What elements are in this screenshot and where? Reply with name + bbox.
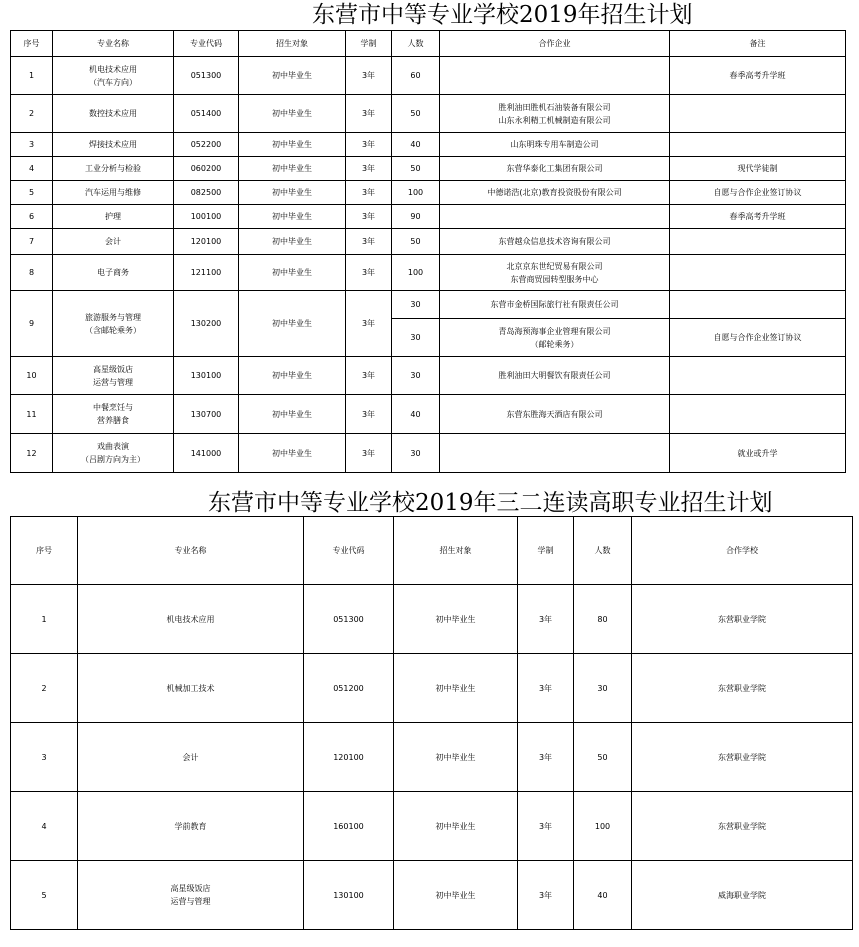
major-name [78, 723, 304, 792]
enroll-count: 30 [574, 654, 632, 723]
major-code: 130200 [174, 291, 239, 357]
major-name-line: 汽车运用与维修 [85, 188, 141, 197]
enroll-count: 60 [392, 57, 440, 95]
header-note: 备注 [670, 31, 846, 57]
remark [670, 95, 846, 133]
remark [670, 357, 846, 395]
row-no: 4 [11, 157, 53, 181]
partner-company [440, 357, 670, 395]
major-name-line: 工业分析与检验 [85, 164, 141, 173]
enroll-target: 初中毕业生 [239, 181, 346, 205]
enroll-count: 40 [392, 395, 440, 434]
study-years: 3年 [346, 133, 392, 157]
major-code: 082500 [174, 181, 239, 205]
enroll-target: 初中毕业生 [239, 395, 346, 434]
partner-company-line: 东营市金桥国际旅行社有限责任公司 [490, 300, 619, 309]
table-row [11, 654, 853, 723]
major-name-line: （吕剧方向为主） [81, 455, 145, 464]
table-row [11, 181, 846, 205]
partner-company [440, 434, 670, 473]
row-no: 9 [11, 291, 53, 357]
enroll-target: 初中毕业生 [394, 723, 518, 792]
partner-company-line: 东营商贸园转型服务中心 [510, 274, 599, 284]
enroll-target: 初中毕业生 [239, 357, 346, 395]
study-years: 3年 [518, 723, 574, 792]
table-row [11, 157, 846, 181]
study-years: 3年 [518, 861, 574, 930]
table-row [11, 291, 846, 319]
enroll-target: 初中毕业生 [394, 861, 518, 930]
partner-school: 东营职业学院 [632, 585, 853, 654]
table-row [11, 57, 846, 95]
major-name [53, 434, 174, 473]
major-name-line: （含邮轮乘务） [85, 325, 141, 335]
table-row [11, 723, 853, 792]
partner-company [440, 229, 670, 255]
enroll-target: 初中毕业生 [394, 585, 518, 654]
enroll-target: 初中毕业生 [239, 229, 346, 255]
major-name-line: 营养膳食 [97, 416, 129, 425]
table-header-row [11, 517, 853, 585]
header-target: 招生对象 [394, 517, 518, 585]
header-count: 人数 [392, 31, 440, 57]
major-code: 051300 [174, 57, 239, 95]
partner-company-line: 青岛海预海事企业管理有限公司 [498, 326, 611, 336]
header-years: 学制 [518, 517, 574, 585]
remark: 就业或升学 [670, 434, 846, 473]
enroll-count: 40 [574, 861, 632, 930]
partner-company [440, 157, 670, 181]
partner-company [440, 133, 670, 157]
enroll-target: 初中毕业生 [394, 792, 518, 861]
enroll-count: 30 [392, 291, 440, 319]
partner-company [440, 57, 670, 95]
major-name [53, 395, 174, 434]
major-name [78, 792, 304, 861]
study-years: 3年 [346, 95, 392, 133]
header-target: 招生对象 [239, 31, 346, 57]
major-name-line: （汽车方向） [89, 77, 137, 87]
partner-company-line: 东营东胜海天酒店有限公司 [506, 409, 603, 419]
major-name-line: 运营与管理 [170, 897, 211, 906]
major-code: 051200 [304, 654, 394, 723]
major-name [78, 654, 304, 723]
partner-company-line: 胜利油田大明餐饮有限责任公司 [498, 371, 611, 380]
header-no: 序号 [11, 517, 78, 585]
major-name [53, 205, 174, 229]
partner-company-line: 山东明珠专用车制造公司 [510, 140, 599, 149]
major-name [53, 291, 174, 357]
header-code: 专业代码 [174, 31, 239, 57]
joint-program-table [10, 516, 853, 930]
major-code: 120100 [304, 723, 394, 792]
remark: 自愿与合作企业签订协议 [670, 319, 846, 357]
study-years: 3年 [346, 181, 392, 205]
enroll-count: 30 [392, 357, 440, 395]
partner-company [440, 255, 670, 291]
major-name-line: 高星级饭店 [93, 364, 133, 374]
enroll-target: 初中毕业生 [239, 133, 346, 157]
enrollment-plan-table [10, 30, 846, 473]
row-no: 5 [11, 181, 53, 205]
enroll-target: 初中毕业生 [239, 291, 346, 357]
partner-school: 东营职业学院 [632, 792, 853, 861]
enroll-target: 初中毕业生 [239, 255, 346, 291]
table-row [11, 357, 846, 395]
enroll-target: 初中毕业生 [394, 654, 518, 723]
partner-company [440, 291, 670, 319]
major-code: 100100 [174, 205, 239, 229]
major-name-line: 会计 [182, 752, 199, 762]
row-no: 1 [11, 57, 53, 95]
enroll-count: 50 [392, 95, 440, 133]
table-row [11, 585, 853, 654]
major-name-line: 机电技术应用 [89, 64, 137, 74]
header-major: 专业名称 [78, 517, 304, 585]
enroll-count: 50 [574, 723, 632, 792]
table-row [11, 229, 846, 255]
row-no: 8 [11, 255, 53, 291]
table-row [11, 205, 846, 229]
major-code: 052200 [174, 133, 239, 157]
header-school: 合作学校 [632, 517, 853, 585]
remark [670, 229, 846, 255]
header-major: 专业名称 [53, 31, 174, 57]
remark [670, 133, 846, 157]
major-code: 130100 [304, 861, 394, 930]
enroll-target: 初中毕业生 [239, 205, 346, 229]
table-header-row [11, 31, 846, 57]
partner-company-line: 山东永利精工机械制造有限公司 [498, 115, 611, 125]
study-years: 3年 [346, 291, 392, 357]
major-code: 051400 [174, 95, 239, 133]
major-code: 060200 [174, 157, 239, 181]
partner-company-line: （邮轮乘务） [530, 339, 579, 349]
major-code: 121100 [174, 255, 239, 291]
major-code: 160100 [304, 792, 394, 861]
major-name-line: 机械加工技术 [166, 683, 215, 693]
row-no: 7 [11, 229, 53, 255]
row-no: 5 [11, 861, 78, 930]
partner-company [440, 319, 670, 357]
partner-company [440, 95, 670, 133]
partner-school: 东营职业学院 [632, 654, 853, 723]
enroll-count: 30 [392, 319, 440, 357]
table-row [11, 133, 846, 157]
major-name [53, 255, 174, 291]
enroll-count: 50 [392, 157, 440, 181]
row-no: 4 [11, 792, 78, 861]
section-title: 东营市中等专业学校2019年三二连读高职专业招生计划 [208, 490, 773, 516]
enroll-target: 初中毕业生 [239, 57, 346, 95]
row-no: 2 [11, 654, 78, 723]
partner-company-line: 东营华泰化工集团有限公司 [506, 164, 603, 173]
partner-company-line: 北京京东世纪贸易有限公司 [506, 261, 603, 271]
row-no: 1 [11, 585, 78, 654]
enroll-target: 初中毕业生 [239, 157, 346, 181]
study-years: 3年 [346, 255, 392, 291]
study-years: 3年 [346, 229, 392, 255]
major-name [53, 95, 174, 133]
study-years: 3年 [346, 395, 392, 434]
enroll-count: 50 [392, 229, 440, 255]
major-name-line: 焊接技术应用 [89, 140, 137, 149]
major-name-line: 高星级饭店 [170, 884, 211, 893]
major-name [78, 585, 304, 654]
row-no: 11 [11, 395, 53, 434]
enroll-count: 80 [574, 585, 632, 654]
partner-school: 威海职业学院 [632, 861, 853, 930]
enroll-count: 100 [392, 181, 440, 205]
partner-school: 东营职业学院 [632, 723, 853, 792]
major-name-line: 戏曲表演 [97, 442, 129, 451]
major-name [53, 133, 174, 157]
partner-company [440, 181, 670, 205]
major-name [53, 357, 174, 395]
row-no: 3 [11, 723, 78, 792]
table-row [11, 434, 846, 473]
major-code: 130700 [174, 395, 239, 434]
table-row [11, 255, 846, 291]
enroll-count: 40 [392, 133, 440, 157]
major-name-line: 护理 [105, 212, 121, 221]
header-partner: 合作企业 [440, 31, 670, 57]
major-name [53, 157, 174, 181]
remark: 春季高考升学班 [670, 205, 846, 229]
major-code: 051300 [304, 585, 394, 654]
header-count: 人数 [574, 517, 632, 585]
partner-company [440, 205, 670, 229]
major-code: 130100 [174, 357, 239, 395]
table-row [11, 395, 846, 434]
row-no: 10 [11, 357, 53, 395]
major-name-line: 机电技术应用 [166, 614, 215, 624]
remark: 春季高考升学班 [670, 57, 846, 95]
major-name [78, 861, 304, 930]
row-no: 3 [11, 133, 53, 157]
major-name [53, 181, 174, 205]
study-years: 3年 [518, 654, 574, 723]
header-no: 序号 [11, 31, 53, 57]
study-years: 3年 [346, 205, 392, 229]
header-years: 学制 [346, 31, 392, 57]
study-years: 3年 [346, 434, 392, 473]
partner-company [440, 395, 670, 434]
page-title: 东营市中等专业学校2019年招生计划 [312, 2, 693, 28]
row-no: 6 [11, 205, 53, 229]
remark [670, 291, 846, 319]
major-name [53, 57, 174, 95]
row-no: 12 [11, 434, 53, 473]
enroll-count: 100 [574, 792, 632, 861]
major-code: 141000 [174, 434, 239, 473]
enroll-count: 30 [392, 434, 440, 473]
partner-company-line: 胜利油田胜机石油装备有限公司 [498, 102, 611, 112]
major-name-line: 旅游服务与管理 [85, 312, 141, 322]
study-years: 3年 [518, 792, 574, 861]
major-name-line: 中餐烹饪与 [93, 403, 133, 412]
study-years: 3年 [346, 57, 392, 95]
study-years: 3年 [346, 357, 392, 395]
remark [670, 255, 846, 291]
major-name-line: 数控技术应用 [89, 109, 137, 118]
major-code: 120100 [174, 229, 239, 255]
table-row [11, 95, 846, 133]
major-name [53, 229, 174, 255]
enroll-count: 90 [392, 205, 440, 229]
enroll-count: 100 [392, 255, 440, 291]
enroll-target: 初中毕业生 [239, 434, 346, 473]
remark [670, 395, 846, 434]
study-years: 3年 [518, 585, 574, 654]
major-name-line: 学前教育 [174, 821, 207, 831]
table-row [11, 792, 853, 861]
header-code: 专业代码 [304, 517, 394, 585]
major-name-line: 运营与管理 [93, 377, 133, 387]
remark: 现代学徒制 [670, 157, 846, 181]
major-name-line: 会计 [105, 237, 121, 246]
major-name-line: 电子商务 [97, 268, 129, 277]
enroll-target: 初中毕业生 [239, 95, 346, 133]
remark: 自愿与合作企业签订协议 [670, 181, 846, 205]
partner-company-line: 中德诺浩(北京)教育投资股份有限公司 [487, 188, 622, 197]
row-no: 2 [11, 95, 53, 133]
table-row [11, 861, 853, 930]
study-years: 3年 [346, 157, 392, 181]
partner-company-line: 东营越众信息技术咨询有限公司 [498, 237, 611, 246]
